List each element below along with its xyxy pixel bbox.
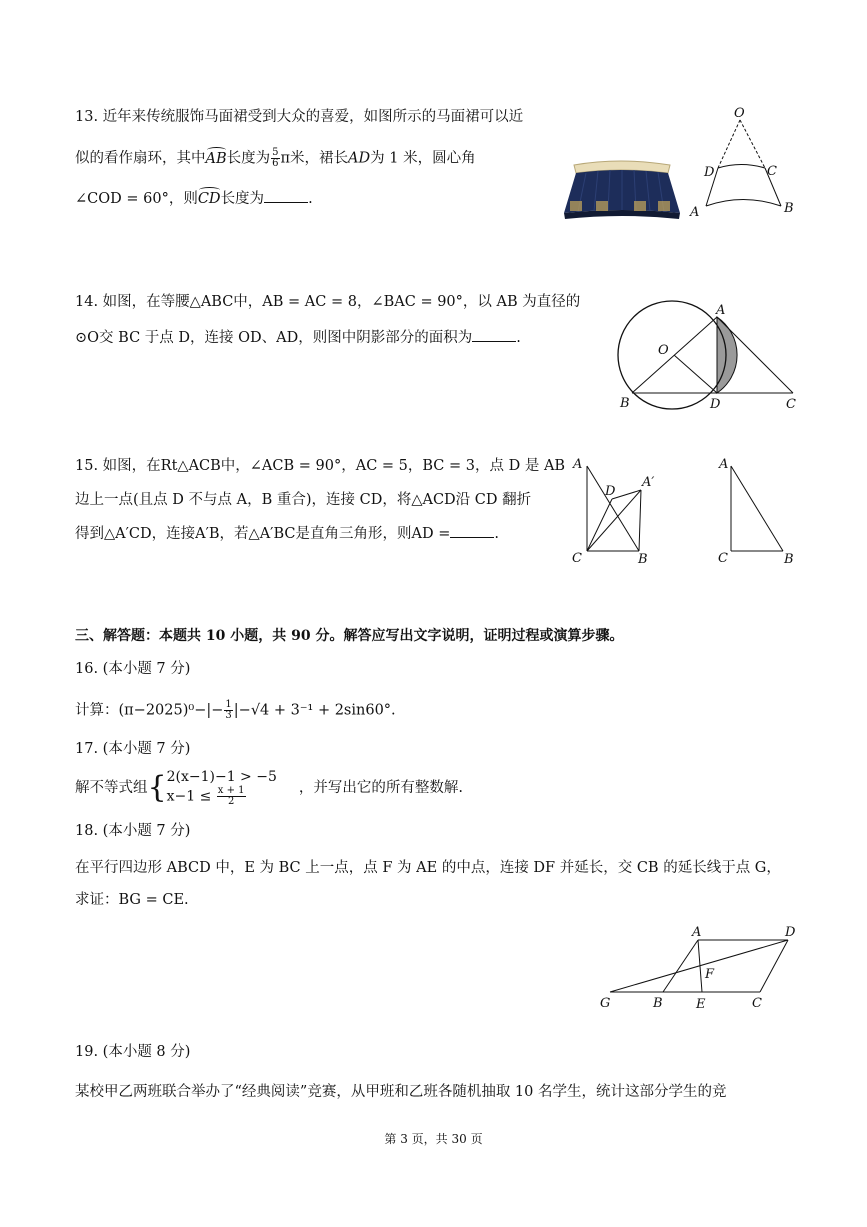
section-heading: 三、解答题：本题共 10 小题，共 90 分。解答应写出文字说明，证明过程或演算步骤。	[75, 628, 624, 644]
label-e: E	[696, 997, 706, 1012]
answer-blank	[264, 190, 308, 203]
q14-line1: 14. 如图，在等腰△ABC中，AB = AC = 8，∠BAC = 90°，以 AB 为直径的	[75, 294, 581, 310]
q16-body: 计算：(π−2025)⁰−|− $\frac{1}{3}$ |−√4 + 3⁻¹ + 2sin60°.	[75, 699, 396, 721]
label-c: C	[752, 996, 762, 1011]
q15-line1: 15. 如图，在Rt△ACB中，∠ACB = 90°，AC = 5，BC = 3，点 D 是 AB	[75, 458, 566, 474]
label-b: B	[653, 996, 663, 1011]
label-b: B	[638, 552, 648, 567]
answer-blank	[450, 525, 494, 538]
arc-cd: CD	[197, 191, 221, 207]
q15-line2: 边上一点(且点 D 不与点 A，B 重合)，连接 CD，将△ACD沿 CD 翻折	[75, 492, 532, 508]
answer-blank	[472, 329, 516, 342]
label-d: D	[785, 925, 796, 940]
q16-fraction: $\frac{1}{3}$	[225, 699, 232, 721]
label-o: O	[658, 343, 669, 358]
label-o: O	[734, 106, 745, 121]
label-d: D	[605, 484, 616, 499]
q13-line3: ∠COD = 60°，则CD长度为 .	[75, 191, 313, 207]
label-b: B	[784, 201, 794, 216]
q17-head: 17. (本小题 7 分)	[75, 741, 191, 757]
q19-line1: 某校甲乙两班联合举办了“经典阅读”竞赛，从甲班和乙班各随机抽取 10 名学生，统计这部分学生的竞	[75, 1084, 727, 1100]
q18-head: 18. (本小题 7 分)	[75, 823, 191, 839]
label-c: C	[786, 397, 796, 412]
label-d: D	[704, 165, 715, 180]
q15-figure-triangle	[712, 452, 802, 570]
q15-line3: 得到△A′CD，连接A′B，若△A′BC是直角三角形，则AD = .	[75, 526, 499, 542]
arc-ab: AB	[205, 150, 227, 167]
label-a-prime: A′	[642, 475, 655, 490]
label-a: A	[690, 205, 700, 220]
label-c: C	[572, 551, 582, 566]
label-g: G	[600, 996, 611, 1011]
label-a: A	[692, 925, 702, 940]
q13-line2: 似的看作扇环，其中AB长度为 $\frac{5}{6}$ π米，裙长AD为 1 米，圆心角	[75, 147, 476, 169]
q17-fraction: $\frac{x + 1}{2}$	[217, 785, 245, 807]
q18-figure	[592, 920, 807, 1015]
label-b: B	[784, 552, 794, 567]
q13-figure	[680, 103, 800, 223]
q18-line1: 在平行四边形 ABCD 中，E 为 BC 上一点，点 F 为 AE 的中点，连接 DF 并延长，交 CB 的延长线于点 G，	[75, 860, 781, 876]
page-number: 第 3 页，共 30 页	[384, 1132, 483, 1146]
skirt-image	[560, 155, 682, 227]
label-b: B	[620, 396, 630, 411]
label-c: C	[767, 164, 777, 179]
q19-head: 19. (本小题 8 分)	[75, 1044, 191, 1060]
label-a: A	[719, 457, 729, 472]
q18-line2: 求证：BG = CE.	[75, 892, 189, 908]
label-f: F	[705, 967, 715, 982]
q15-figure-fold	[568, 452, 658, 570]
label-a: A	[573, 457, 583, 472]
inequality-system: 2(x−1)−1 > −5 x−1 ≤ $\frac{x + 1}{2}$	[166, 769, 277, 807]
q14-line2: ⊙O交 BC 于点 D，连接 OD、AD，则图中阴影部分的面积为 .	[75, 330, 521, 346]
label-a: A	[716, 303, 726, 318]
q17-body: 解不等式组{ 2(x−1)−1 > −5 x−1 ≤ $\frac{x + 1}{2}$ ，并写出它的所有整数解.	[75, 769, 463, 807]
label-c: C	[718, 551, 728, 566]
q13-fraction: $\frac{5}{6}$	[272, 147, 279, 169]
label-d: D	[710, 397, 721, 412]
q16-head: 16. (本小题 7 分)	[75, 661, 191, 677]
q14-figure	[608, 300, 808, 415]
q13-line1: 13. 近年来传统服饰马面裙受到大众的喜爱，如图所示的马面裙可以近	[75, 109, 524, 125]
